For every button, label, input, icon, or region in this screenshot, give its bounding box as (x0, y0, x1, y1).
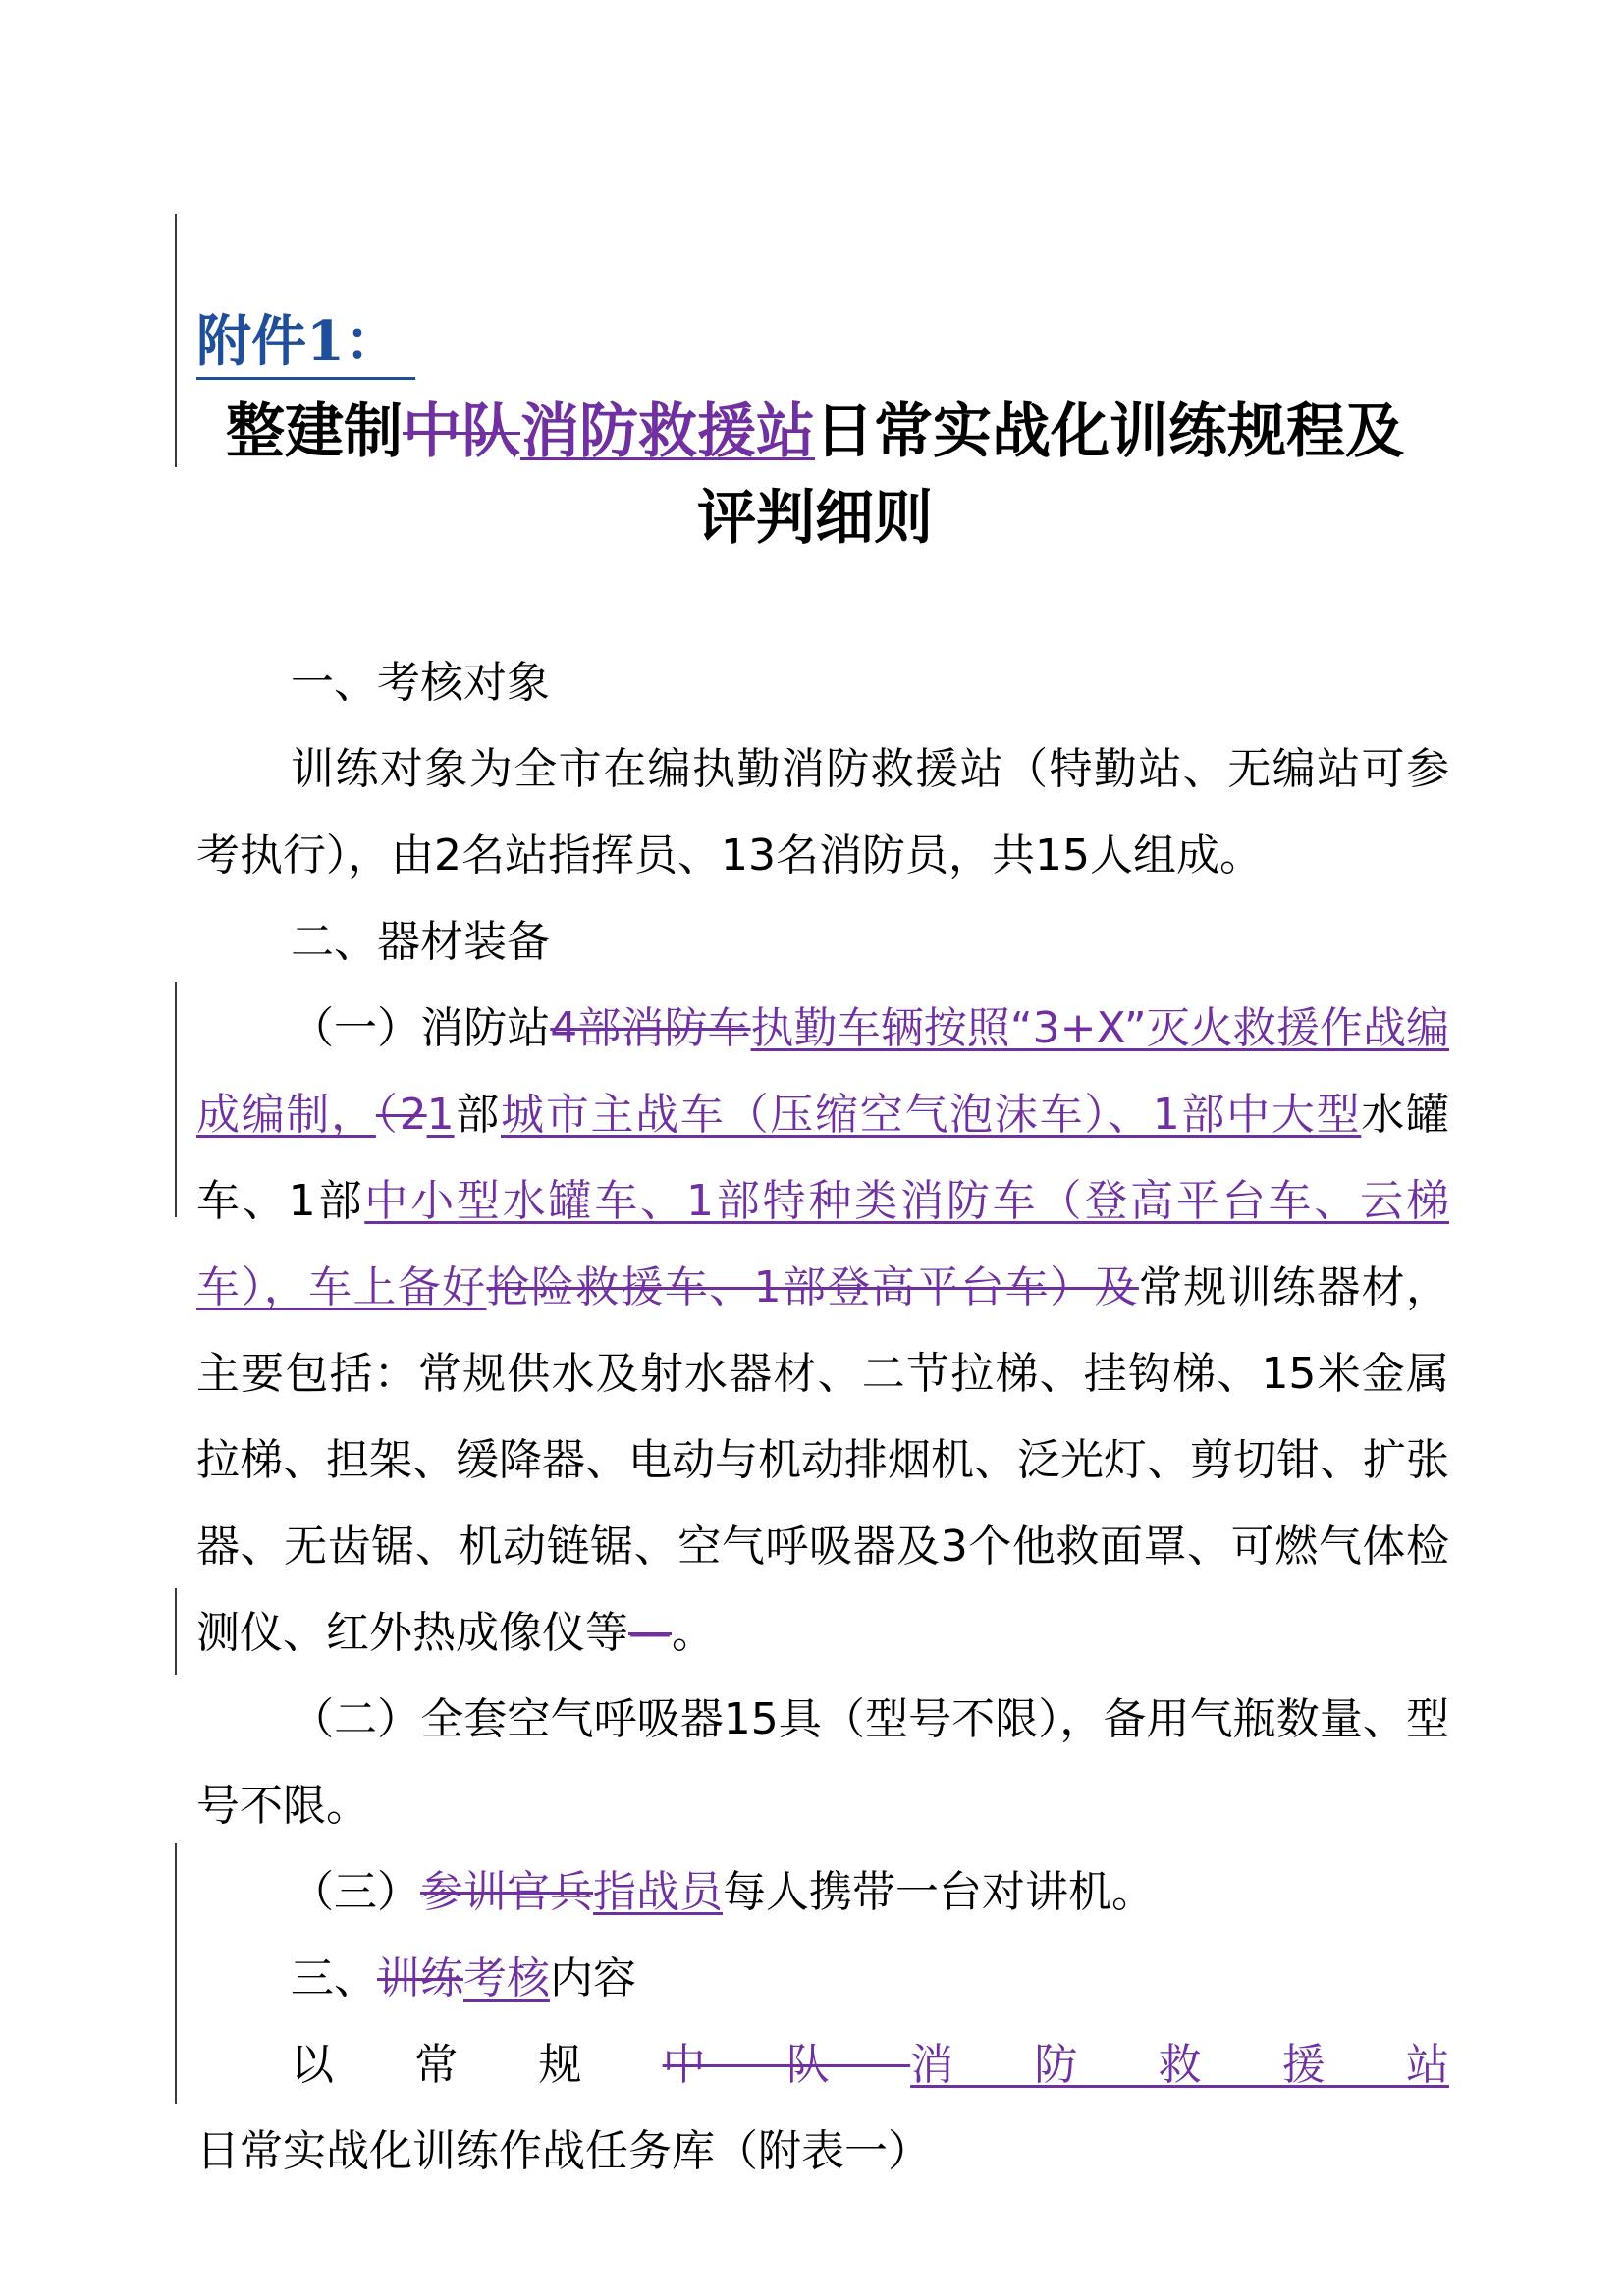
paragraph-text: 日常实战化训练作战任务库（附表一） (196, 2126, 931, 2176)
deleted-text: （2 (375, 1090, 427, 1140)
paragraph-text: 以常规 (291, 2040, 663, 2090)
title-text: 评判细则 (697, 484, 933, 553)
deleted-text: 4部消防车 (550, 1003, 751, 1053)
paragraph-text: 三、 (291, 1953, 377, 2003)
paragraph-text: 部 (454, 1090, 502, 1140)
deleted-text: 中队 (662, 2040, 911, 2090)
paragraph-text: 内容 (550, 1953, 636, 2003)
section-heading-1: 一、考核对象 (291, 658, 550, 708)
deleted-text: 抢险救援车、1部登高平台车） (486, 1262, 1095, 1312)
equipment-item-3 (196, 1849, 1449, 1936)
title-text: 日常实战化训练规程及 (815, 398, 1404, 466)
section-heading-2: 二、器材装备 (291, 917, 550, 967)
document-title (177, 389, 1453, 561)
equipment-item-1 (196, 986, 1449, 1677)
section-3-body (196, 2022, 1449, 2195)
inserted-text: 消防救援站 (910, 2040, 1450, 2090)
paragraph-text: （一）消防站 (291, 1003, 551, 1053)
equipment-item-2: （二）全套空气呼吸器15具（型号不限），备用气瓶数量、型号不限。 (196, 1694, 1449, 1831)
section-1-body: 训练对象为全市在编执勤消防救援站（特勤站、无编站可参考执行），由2名站指挥员、13名消防员，共15人组成。 (196, 744, 1449, 881)
deleted-text: 训练 (377, 1953, 463, 2003)
attachment-label: 附件1： (196, 306, 415, 380)
inserted-text: 城市主战车（压缩空气泡沫车）、1部中大型 (501, 1090, 1362, 1140)
inserted-text: 消防救援站 (520, 398, 815, 466)
deleted-text: 参训官兵 (420, 1867, 593, 1917)
change-bar (175, 1588, 177, 1675)
inserted-text: 考核 (463, 1953, 550, 2003)
paragraph-text: 常规训练器材，主要包括：常规供水及射水器材、二节拉梯、挂钩梯、15米金属拉梯、担架、缓降器、电动与机动排烟机、泛光灯、剪切钳、扩张器、无齿锯、机动链锯、空气呼吸器及3个他救面罩、可燃气体检测仪、红外热成像仪等 (196, 1262, 1450, 1658)
change-bar (175, 1843, 177, 2104)
inserted-text: 中小型水罐车、1部特种类消防车（登高平台车、云梯车），车上备好 (196, 1176, 1449, 1312)
paragraph-text: 每人携带一台对讲机。 (723, 1867, 1155, 1917)
deleted-text: 中队 (403, 398, 520, 466)
title-text: 整建制 (226, 398, 403, 466)
inserted-text: 1 (426, 1090, 455, 1140)
deleted-text: 及 (1094, 1262, 1139, 1312)
section-heading-3 (196, 1936, 1449, 2022)
paragraph-text: 。 (672, 1608, 715, 1658)
change-bar (175, 982, 177, 1217)
deleted-text: — (628, 1608, 672, 1658)
inserted-text: 指战员 (593, 1867, 723, 1917)
inserted-text: 执勤车辆按照“3+X”灭火救援作战编成编制， (196, 1003, 1449, 1140)
paragraph-text: （三） (291, 1867, 420, 1917)
paragraph-text: 水罐车、1部 (196, 1090, 1450, 1226)
